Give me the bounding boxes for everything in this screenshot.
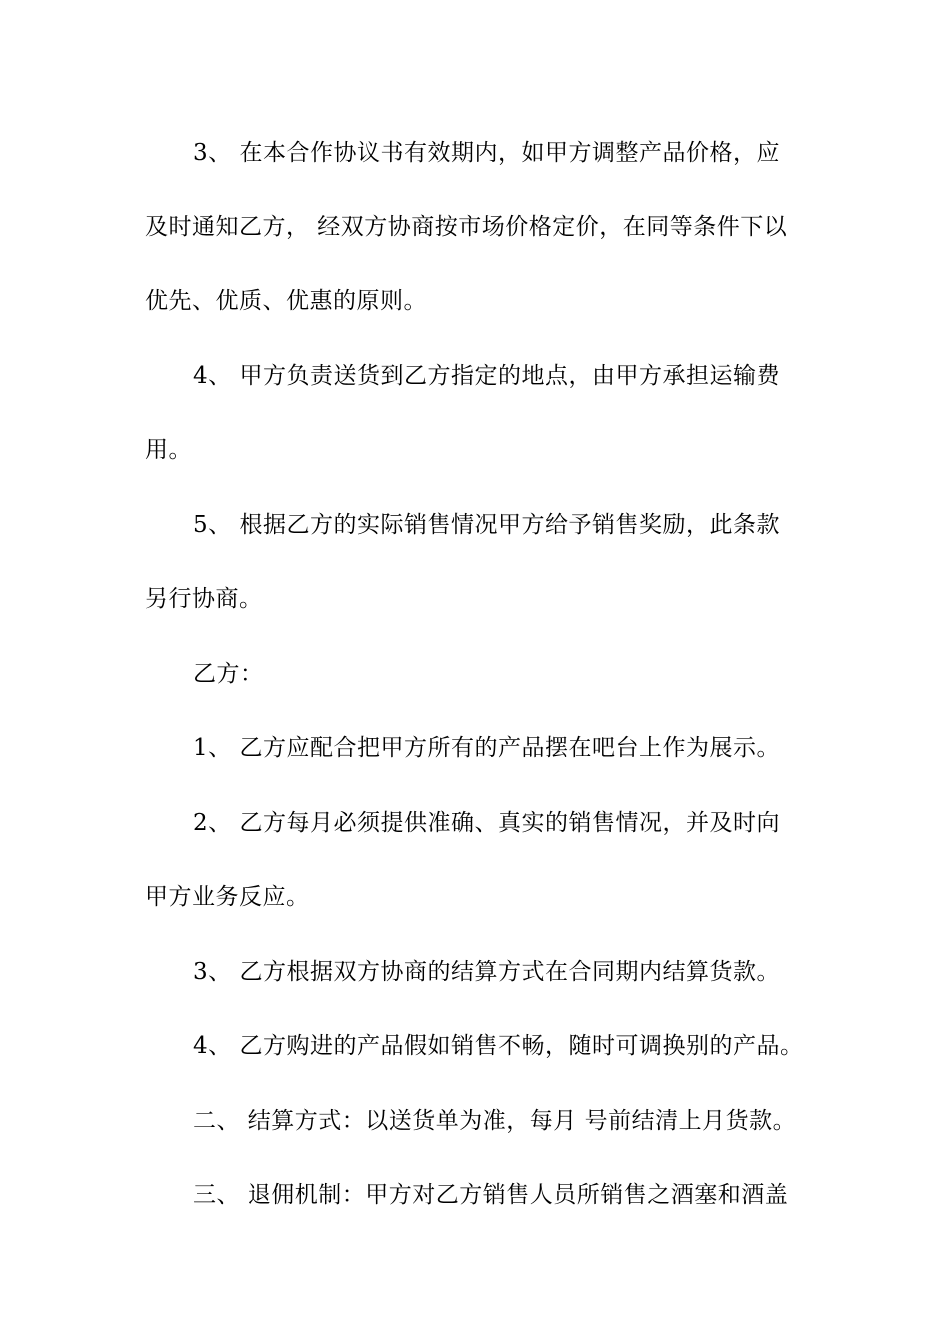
- text-line: 二、 结算方式：以送货单为准，每月 号前结清上月货款。: [193, 1108, 797, 1134]
- section-heading: 乙方：: [193, 661, 264, 687]
- text-line: 甲方业务反应。: [145, 884, 310, 910]
- text-line: 及时通知乙方， 经双方协商按市场价格定价，在同等条件下以: [145, 214, 788, 240]
- text-line: 三、 退佣机制：甲方对乙方销售人员所销售之酒塞和酒盖: [193, 1182, 789, 1208]
- text-line: 5、 根据乙方的实际销售情况甲方给予销售奖励，此条款: [193, 512, 780, 538]
- text-line: 4、 乙方购进的产品假如销售不畅，随时可调换别的产品。: [193, 1033, 804, 1059]
- text-line: 2、 乙方每月必须提供准确、真实的销售情况，并及时向: [193, 810, 780, 836]
- text-line: 3、 乙方根据双方协商的结算方式在合同期内结算货款。: [193, 959, 780, 985]
- text-line: 优先、优质、优惠的原则。: [145, 288, 427, 314]
- text-line: 1、 乙方应配合把甲方所有的产品摆在吧台上作为展示。: [193, 735, 780, 761]
- text-line: 3、 在本合作协议书有效期内，如甲方调整产品价格，应: [193, 140, 780, 166]
- text-line: 用。: [145, 437, 192, 463]
- text-line: 4、 甲方负责送货到乙方指定的地点，由甲方承担运输费: [193, 363, 780, 389]
- text-line: 另行协商。: [145, 586, 263, 612]
